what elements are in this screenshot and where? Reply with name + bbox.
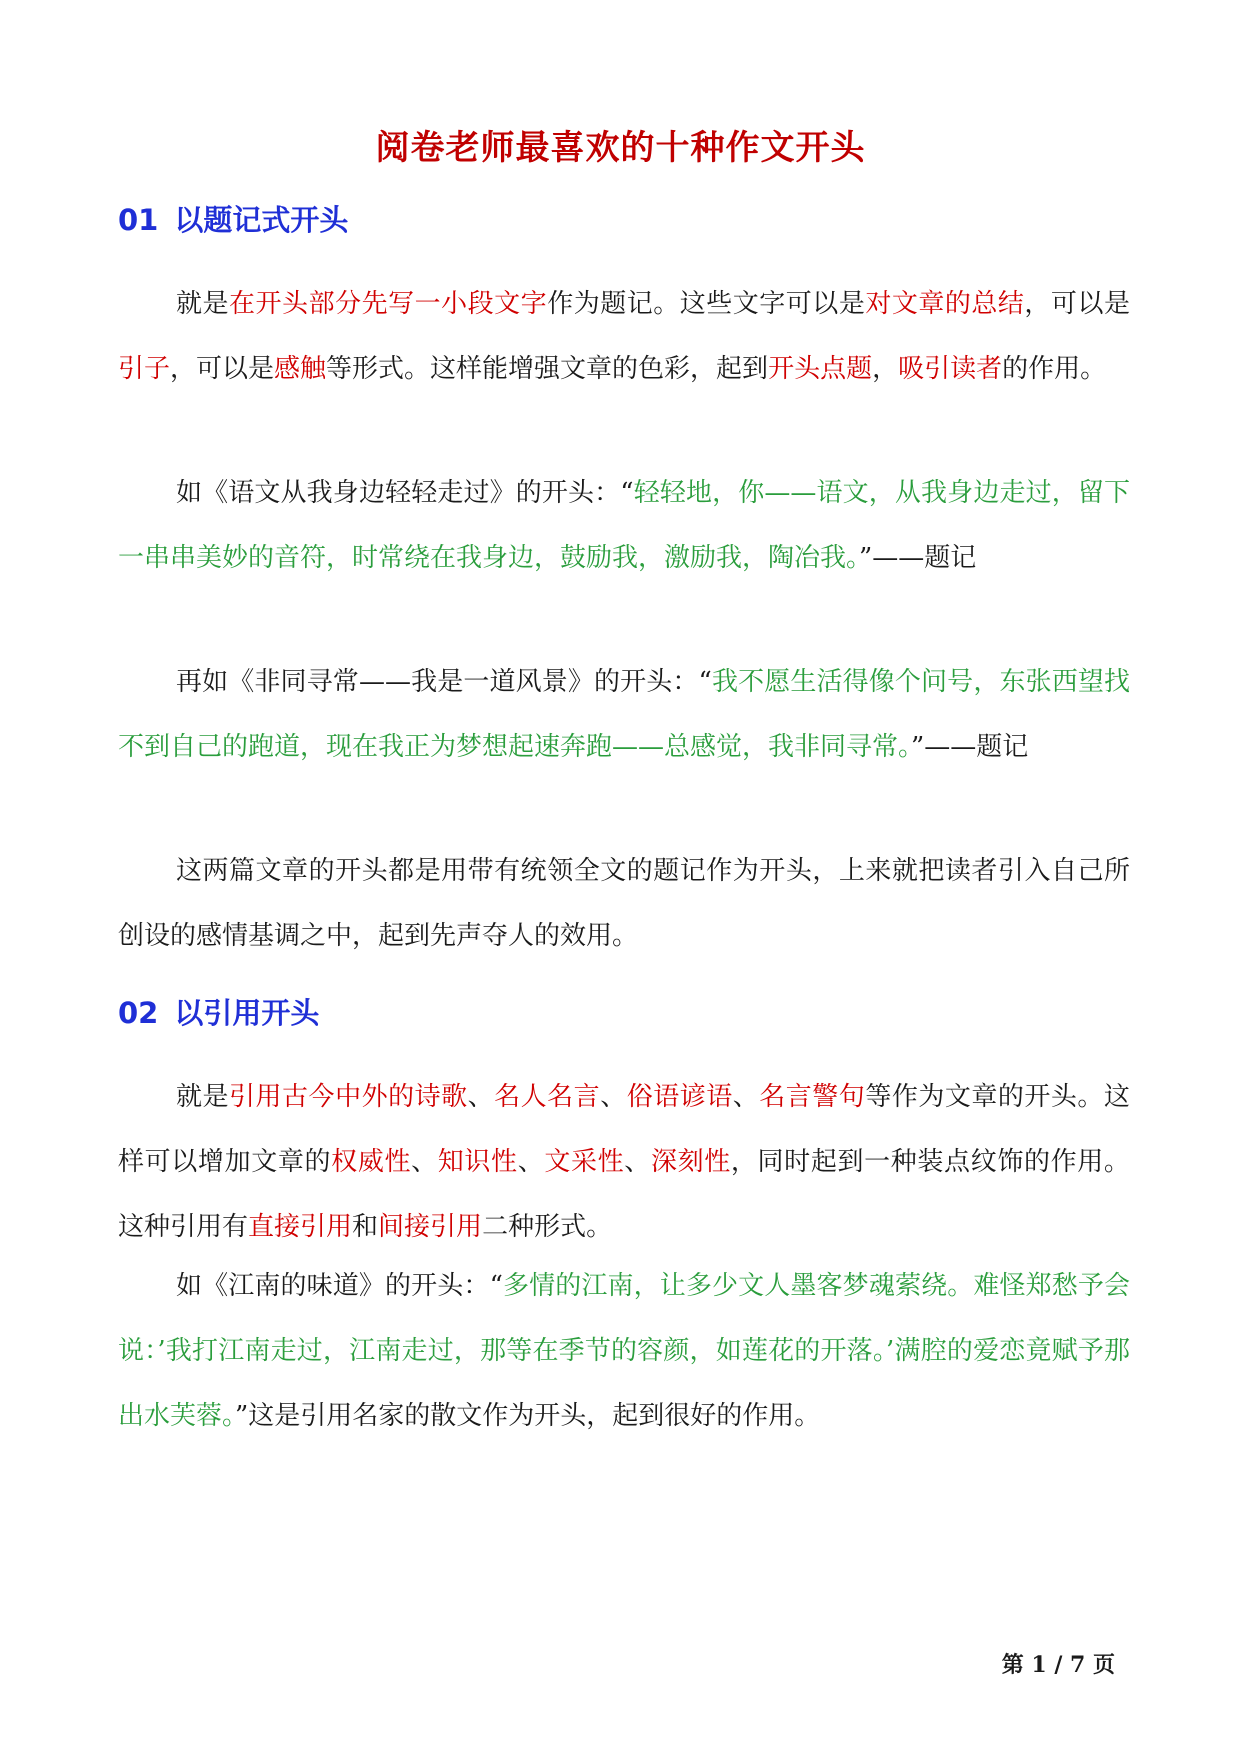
emphasis-text: 深刻性 (650, 1147, 731, 1177)
body-text: 、 (411, 1147, 438, 1177)
quoted-text: 我不愿生活得像个问号，东张西望找不到自己的跑道，现在我正为梦想起速奔跑——总感觉，我非同寻常。 (118, 667, 1130, 762)
emphasis-text: 直接引用 (248, 1212, 353, 1242)
emphasis-text: 感触 (274, 354, 327, 384)
emphasis-text: 引用古今中外的诗歌 (229, 1082, 468, 1112)
emphasis-text: 对文章的总结 (865, 289, 1025, 319)
section-number: 02 (118, 996, 159, 1030)
body-text: ，同时起到一种装点纹饰的作用。这种引用有 (118, 1147, 1130, 1242)
body-text: ”——题记 (859, 543, 977, 573)
section-heading-01 (118, 200, 348, 240)
quoted-text: 多情的江南，让多少文人墨客梦魂萦绕。难怪郑愁予会说：’我打江南走过，江南走过，那等在季节的容颜，如莲花的开落。’满腔的爱恋竟赋予那出水芙蓉。 (118, 1271, 1130, 1431)
body-text: 再如《非同寻常——我是一道风景》的开头：“ (176, 667, 712, 697)
quoted-text: 轻轻地，你——语文，从我身边走过，留下一串串美妙的音符，时常绕在我身边，鼓励我，激励我，陶冶我。 (118, 478, 1130, 573)
emphasis-text: 俗语谚语 (626, 1082, 733, 1112)
body-text: 如《江南的味道》的开头：“ (176, 1271, 503, 1301)
body-text: 、 (517, 1147, 545, 1177)
emphasis-text: 在开头部分先写一小段文字 (229, 289, 548, 319)
paragraph (118, 650, 1130, 780)
body-text: 二种形式。 (482, 1212, 613, 1242)
body-text: ”这是引用名家的散文作为开头，起到很好的作用。 (235, 1401, 821, 1431)
body-text: ”——题记 (911, 732, 1029, 762)
emphasis-text: 文采性 (544, 1147, 625, 1177)
emphasis-text: 吸引读者 (898, 354, 1003, 384)
emphasis-text: 名言警句 (759, 1082, 866, 1112)
body-text: ，可以是 (170, 354, 275, 384)
section-number: 01 (118, 203, 159, 237)
body-text: 如《语文从我身边轻轻走过》的开头：“ (176, 478, 634, 508)
body-text: 就是 (176, 1082, 230, 1112)
body-text: ， (872, 354, 899, 384)
page-number: 第 1 / 7 页 (1001, 1652, 1115, 1678)
body-text: 的作用。 (1002, 354, 1107, 384)
document-title: 阅卷老师最喜欢的十种作文开头 (375, 128, 866, 168)
body-text: 这两篇文章的开头都是用带有统领全文的题记作为开头，上来就把读者引入自己所创设的感情基调之中，起到先声夺人的效用。 (118, 856, 1130, 951)
body-text: 和 (352, 1212, 379, 1242)
paragraph (118, 1065, 1130, 1260)
body-text: ，可以是 (1024, 289, 1130, 319)
paragraph (118, 839, 1130, 969)
body-text: 就是 (176, 289, 230, 319)
emphasis-text: 间接引用 (378, 1212, 483, 1242)
section-title: 以题记式开头 (174, 203, 349, 237)
body-text: 等形式。这样能增强文章的色彩，起到 (326, 354, 769, 384)
emphasis-text: 名人名言 (494, 1082, 601, 1112)
emphasis-text: 开头点题 (768, 354, 873, 384)
body-text: 、 (600, 1082, 627, 1112)
paragraph (118, 461, 1130, 591)
emphasis-text: 权威性 (331, 1147, 412, 1177)
section-title: 以引用开头 (174, 996, 320, 1030)
body-text: 、 (624, 1147, 651, 1177)
paragraph (118, 1254, 1130, 1449)
body-text: 作为题记。这些文字可以是 (547, 289, 866, 319)
section-heading-02 (118, 993, 319, 1033)
paragraph (118, 272, 1130, 402)
body-text: 、 (732, 1082, 760, 1112)
body-text: 、 (467, 1082, 495, 1112)
body-text: 等作为文章的开头。这样可以增加文章的 (118, 1082, 1130, 1177)
emphasis-text: 知识性 (437, 1147, 518, 1177)
emphasis-text: 引子 (118, 354, 171, 384)
